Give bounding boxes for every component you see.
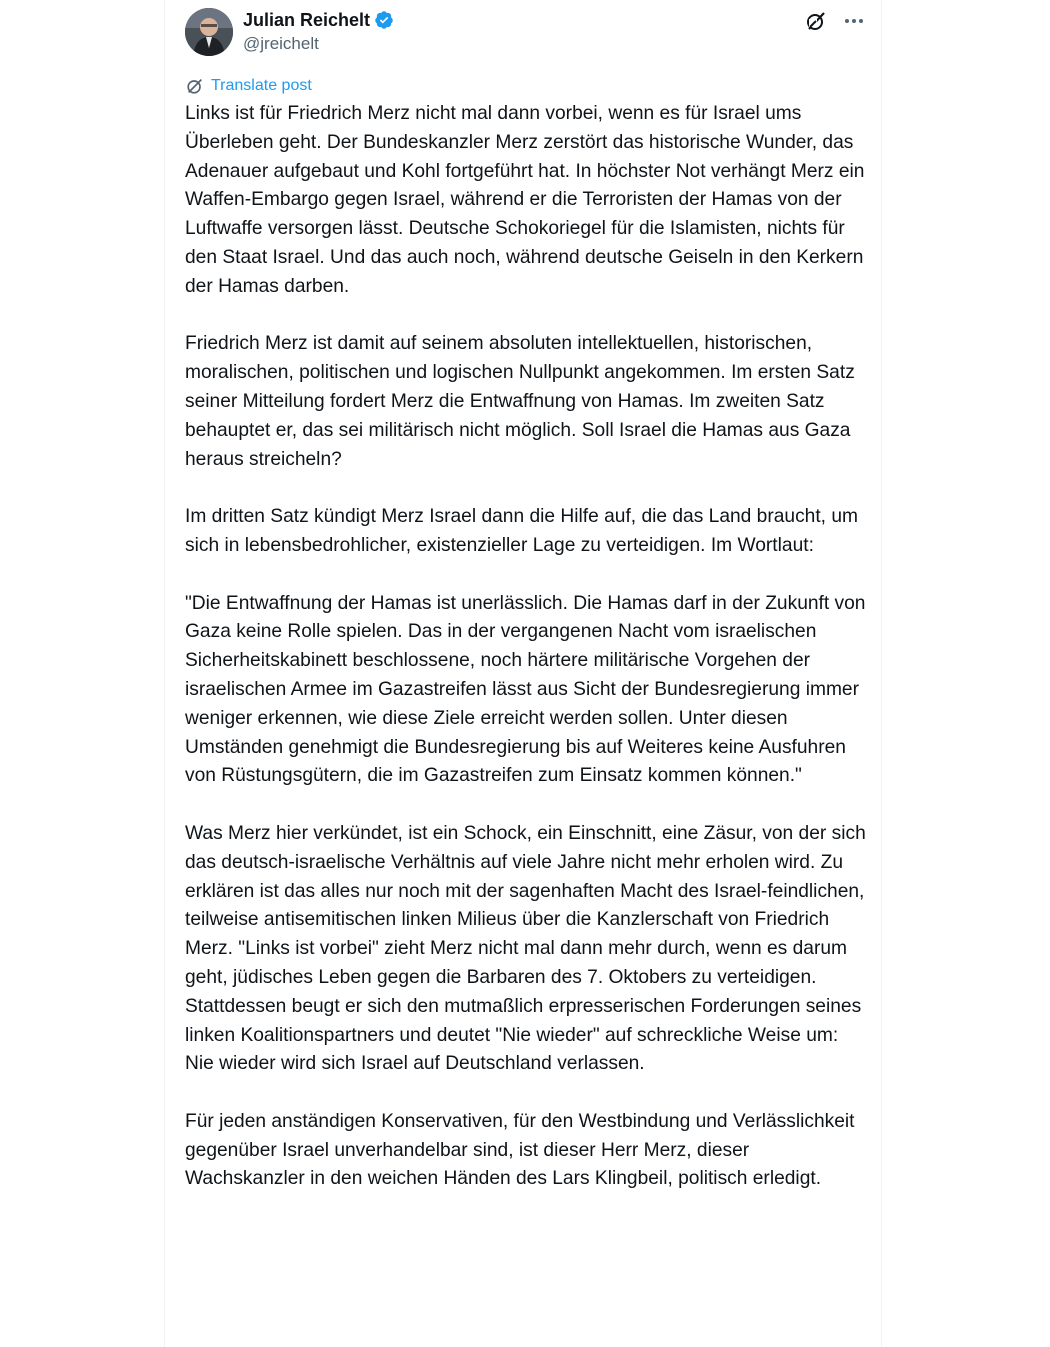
post-paragraph: Für jeden anständigen Konservativen, für den Westbindung und Verlässlichkeit gegenüber Israel unverhandelbar sind, ist dieser Herr Merz, dieser Wachskanzler in den weichen Händen des Lars Klingbeil, politisch erledigt. (185, 1110, 855, 1190)
translate-icon (185, 76, 205, 96)
author-handle[interactable]: @jreichelt (243, 34, 319, 53)
avatar-image (185, 8, 233, 56)
post-header (185, 6, 865, 58)
post-paragraph: Friedrich Merz ist damit auf seinem absoluten intellektuellen, historischen, moralischen, politischen und logischen Nullpunkt angekommen. Im ersten Satz seiner Mitteilung fordert Merz die Entwaffnung von Hamas. Im zweiten Satz behauptet er, das sei militärisch nicht möglich. Soll Israel die Hamas aus Gaza heraus streicheln? (185, 333, 855, 470)
post-column (164, 0, 882, 1347)
more-icon[interactable] (843, 10, 865, 32)
verified-badge-icon[interactable] (374, 10, 394, 30)
post-paragraph: Was Merz hier verkündet, ist ein Schock, ein Einschnitt, eine Zäsur, von der sich das deutsch-israelische Verhältnis auf viele Jahre nicht mehr erholen wird. Zu erklären ist das alles nur noch mit der sagenhaften Macht des Israel-feindlichen, teilweise antisemitischen linken Milieus über die Kanzlerschaft von Friedrich Merz. "Links ist vorbei" zieht Merz nicht mal dann mehr durch, wenn es darum geht, jüdisches Leben gegen die Barbaren des 7. Oktobers zu verteidigen. Stattdessen beugt er sich den mutmaßlich erpresserischen Forderungen seines linken Koalitionspartners und deutet "Nie wieder" auf schreckliche Weise um: Nie wieder wird sich Israel auf Deutschland verlassen. (185, 822, 866, 1075)
post-text (185, 100, 869, 1223)
post-paragraph: Links ist für Friedrich Merz nicht mal dann vorbei, wenn es für Israel ums Überleben geht. Der Bundeskanzler Merz zerstört das historische Wunder, das Adenauer aufgebaut und Kohl fortgeführt hat. In höchster Not verhängt Merz ein Waffen-Embargo gegen Israel, während er die Terroristen der Hamas von der Luftwaffe versorgen lässt. Deutsche Schokoriegel für die Islamisten, nichts für den Staat Israel. Und das auch noch, während deutsche Geiseln in den Kerkern der Hamas darben. (185, 103, 865, 297)
post-paragraph: Im dritten Satz kündigt Merz Israel dann die Hilfe auf, die das Land braucht, um sich in lebensbedrohlicher, existenzieller Lage zu verteidigen. Im Wortlaut: (185, 506, 858, 556)
author-info (243, 9, 394, 55)
post-paragraph: "Die Entwaffnung der Hamas ist unerlässlich. Die Hamas darf in der Zukunft von Gaza keine Rolle spielen. Das in der vergangenen Nacht vom israelischen Sicherheitskabinett beschlossene, noch härtere militärische Vorgehen der israelischen Armee im Gazastreifen lässt aus Sicht der Bundesregierung immer weniger erkennen, wie diese Ziele erreicht werden sollen. Unter diesen Umständen genehmigt die Bundesregierung bis auf Weiteres keine Ausfuhren von Rüstungsgütern, die im Gazastreifen zum Einsatz kommen können." (185, 592, 866, 787)
translate-label: Translate post (211, 77, 312, 94)
grok-icon[interactable] (805, 10, 827, 32)
author-name[interactable]: Julian Reichelt (243, 10, 371, 30)
avatar[interactable] (185, 8, 233, 56)
post-actions (805, 10, 865, 32)
translate-post-button[interactable] (185, 76, 312, 96)
